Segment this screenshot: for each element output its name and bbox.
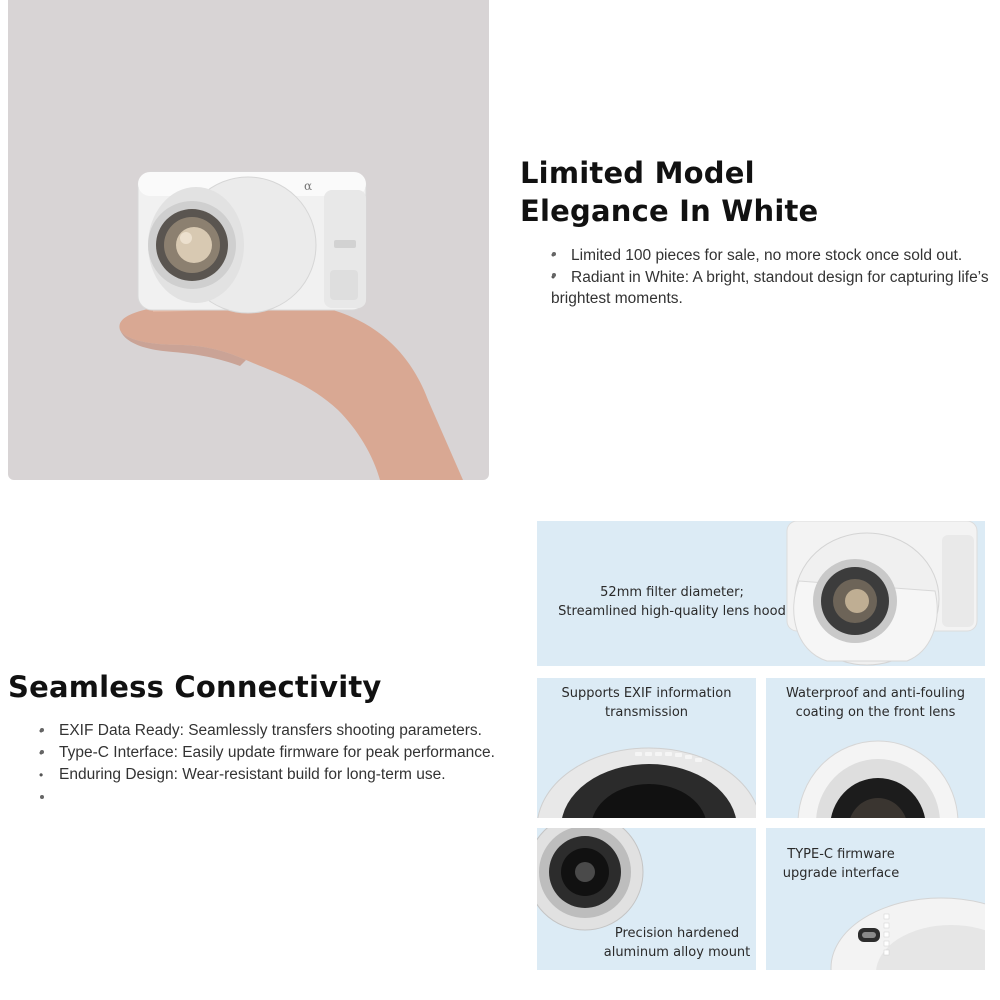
list-item [39, 720, 509, 742]
limited-model-title-line2: Elegance In White [520, 194, 819, 228]
connectivity-bullet-exif: • EXIF Data Ready: Seamlessly transfers shooting parameters. [59, 722, 482, 739]
seamless-connectivity-title: Seamless Connectivity [8, 670, 382, 704]
hand-holding-camera-illustration [8, 0, 489, 480]
panel-typec-line1: TYPE-C firmware [787, 847, 895, 862]
panel-waterproof [766, 678, 985, 818]
list-item [551, 245, 998, 267]
panel-typec-line2: upgrade interface [782, 866, 900, 881]
lens-contacts-illustration [537, 678, 756, 818]
connectivity-feature-list [39, 720, 509, 786]
list-item [39, 764, 509, 786]
connectivity-bullet-typec: • Type-C Interface: Easily update firmware for peak performance. [59, 744, 495, 761]
connectivity-bullet-design: • Enduring Design: Wear-resistant build for long-term use. [59, 766, 446, 783]
typec-port-illustration [766, 828, 985, 970]
front-lens-illustration [766, 678, 985, 818]
panel-exif-line1: Supports EXIF information [561, 686, 732, 701]
bullet-dot-icon [552, 252, 556, 256]
panel-exif-line2: transmission [604, 705, 689, 720]
panel-lens-hood [537, 521, 985, 666]
limited-model-title [520, 154, 818, 230]
hero-product-photo [8, 0, 489, 480]
list-item [39, 742, 509, 764]
panel-mount-caption [597, 924, 756, 962]
bullet-dot-icon [40, 750, 44, 754]
limited-model-title-line1: Limited Model [520, 156, 755, 190]
limited-model-bullet-1: • Limited 100 pieces for sale, no more stock once sold out. [571, 247, 963, 264]
lens-hood-camera-illustration [537, 521, 985, 666]
bullet-dot-icon [552, 273, 556, 277]
svg-text:α: α [304, 179, 313, 193]
panel-waterproof-line2: coating on the front lens [795, 705, 956, 720]
panel-mount-line1: Precision hardened [614, 926, 740, 941]
limited-model-bullet-2: • Radiant in White: A bright, standout design for capturing life’s brightest moments. [551, 268, 989, 307]
panel-lens-hood-line1: 52mm filter diameter; [600, 585, 744, 600]
limited-model-feature-list [551, 245, 998, 310]
panel-typec [766, 828, 985, 970]
bullet-dot-icon [40, 795, 44, 799]
list-item [551, 267, 998, 310]
panel-mount-line2: aluminum alloy mount [603, 945, 751, 960]
panel-waterproof-line1: Waterproof and anti-fouling [785, 686, 966, 701]
bullet-dot-icon [40, 728, 44, 732]
panel-lens-hood-line2: Streamlined high-quality lens hood [558, 604, 786, 619]
panel-mount [537, 828, 756, 970]
panel-exif [537, 678, 756, 818]
